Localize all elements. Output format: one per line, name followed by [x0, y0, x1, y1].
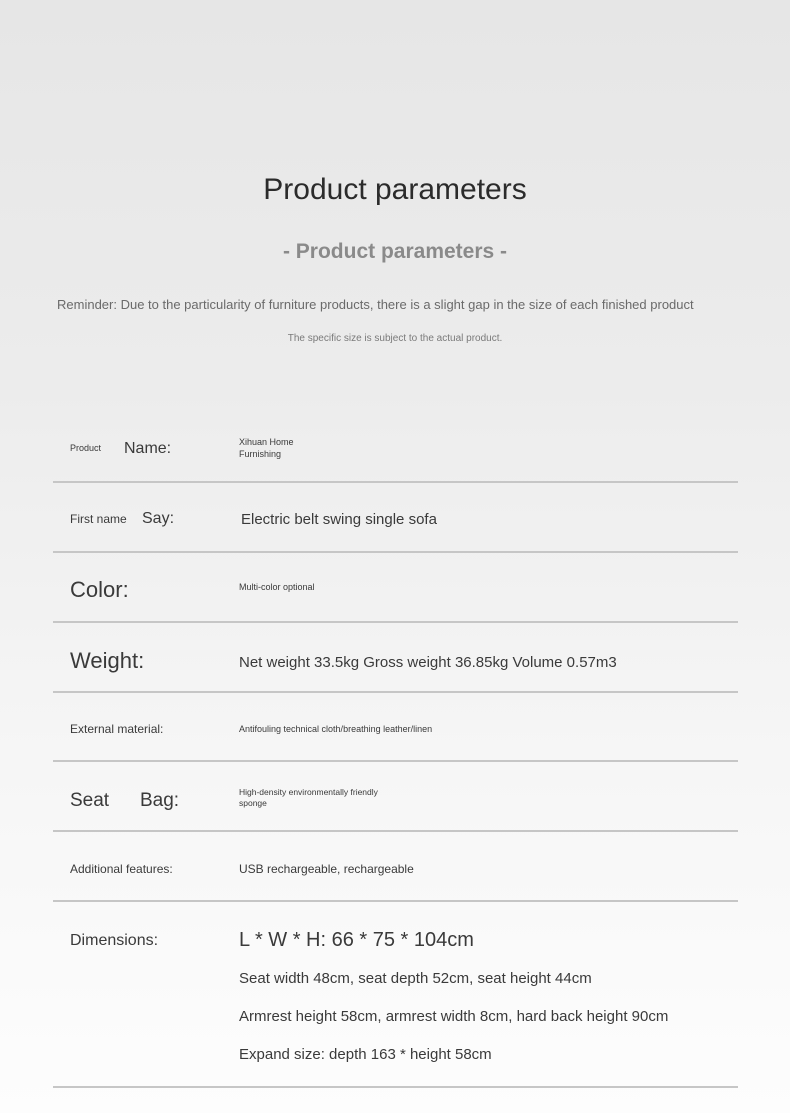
seat-bag-value: [239, 787, 378, 809]
seat-bag-label-prefix: Seat: [70, 790, 110, 811]
row-external-material: [53, 693, 738, 762]
page-subtitle: - Product parameters -: [282, 240, 508, 263]
dimensions-label: Dimensions:: [70, 932, 159, 949]
row-weight: [53, 623, 738, 693]
product-name-value-line1: Xihuan Home: [239, 437, 294, 447]
row-additional-features: [53, 832, 738, 902]
first-name-value: Electric belt swing single sofa: [241, 511, 437, 528]
row-color: [53, 553, 738, 623]
first-name-label: Say:: [142, 510, 175, 527]
external-material-value: Antifouling technical cloth/breathing leather/linen: [239, 724, 433, 734]
dimensions-armrest-line: Armrest height 58cm, armrest width 8cm, hard back height 90cm: [239, 1008, 669, 1025]
row-product-name: [53, 412, 738, 483]
reminder-note: The specific size is subject to the actual product.: [287, 333, 503, 344]
reminder-text: Reminder: Due to the particularity of furniture products, there is a slight gap in the size of each finished product: [57, 297, 694, 312]
additional-features-label: Additional features:: [70, 862, 173, 876]
row-seat-bag: [53, 762, 738, 832]
color-label: Color:: [70, 577, 129, 602]
row-dimensions: [53, 902, 738, 1088]
product-name-label-prefix: Product: [70, 443, 102, 453]
product-name-label: Name:: [124, 440, 172, 457]
product-name-value-line2: Furnishing: [239, 449, 282, 459]
seat-bag-value-line1: High-density environmentally friendly: [239, 787, 378, 797]
dimensions-expand-line: Expand size: depth 163 * height 58cm: [239, 1046, 492, 1063]
additional-features-value: USB rechargeable, rechargeable: [239, 862, 414, 876]
dimensions-seat-line: Seat width 48cm, seat depth 52cm, seat height 44cm: [239, 970, 592, 987]
weight-value: Net weight 33.5kg Gross weight 36.85kg Volume 0.57m3: [239, 654, 617, 671]
dimensions-main: L * W * H: 66 * 75 * 104cm: [239, 929, 474, 951]
seat-bag-value-line2: sponge: [239, 798, 267, 808]
weight-label: Weight:: [70, 648, 145, 673]
row-first-name: [53, 483, 738, 553]
first-name-label-prefix: First name: [70, 512, 127, 526]
color-value: Multi-color optional: [239, 582, 315, 592]
parameters-table: [53, 412, 738, 1088]
page-title: Product parameters: [263, 173, 527, 206]
seat-bag-label: Bag:: [140, 790, 180, 811]
external-material-label: External material:: [70, 722, 164, 736]
product-name-value: [239, 436, 294, 460]
